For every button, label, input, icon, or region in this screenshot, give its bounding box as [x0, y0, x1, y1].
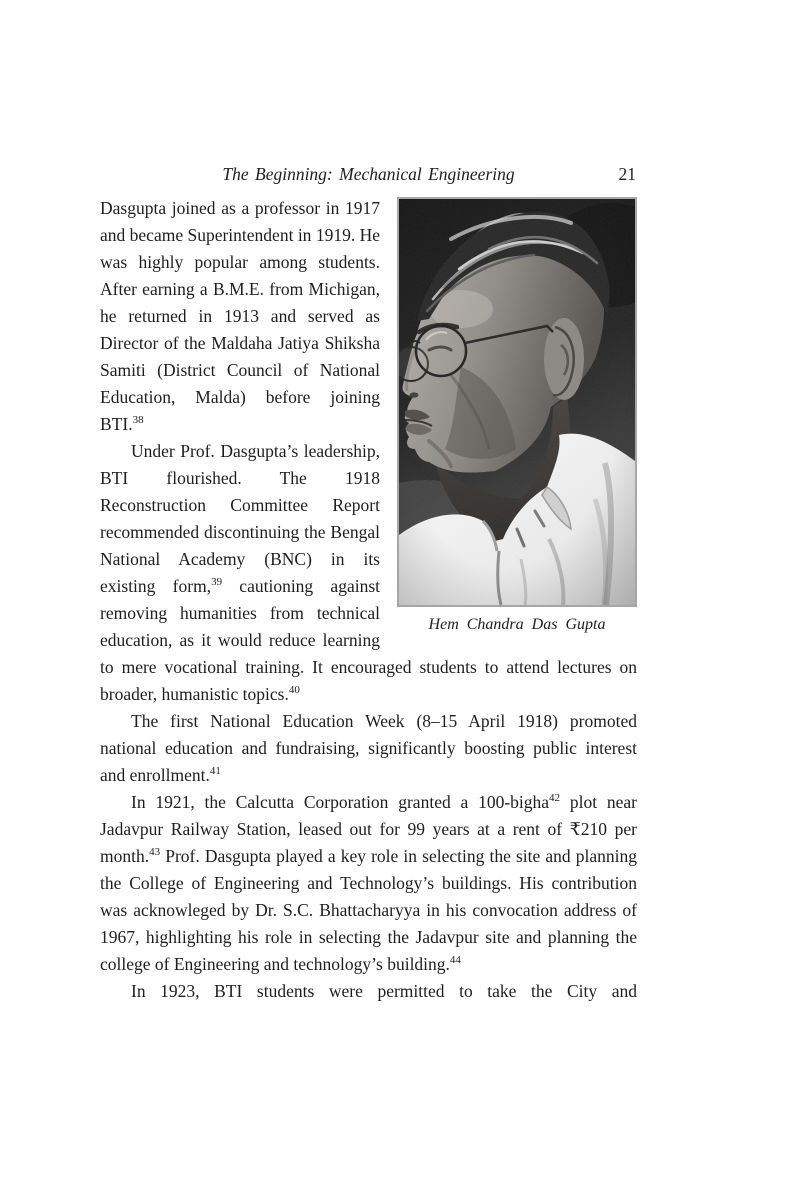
text-block [100, 162, 637, 1005]
running-header [100, 162, 637, 186]
portrait-figure [397, 197, 637, 636]
paragraph: Under Prof. Dasgupta’s leadership, BTI flourished. The 1918 Reconstruction Committee Report recommended discontinuing the Bengal National Academy (BNC) in its existing form,$^{39}$ cautioning against removing humanities from technical education, as it would reduce learning to mere vocational training. It encouraged students to attend lectures on broader, humanistic topics.$^{40}$ [100, 441, 637, 704]
portrait-photo [397, 197, 637, 607]
footnote-ref: 38 [132, 414, 144, 426]
paragraph: In 1921, the Calcutta Corporation granted a 100-bigha$^{42}$ plot near Jadavpur Railway Station, leased out for 99 years at a rent of ₹210 per month.$^{43}$ Prof. Dasgupta played a key role in selecting the site and planning the College of Engineering and Technology’s buildings. His contribution was acknowleged by Dr. S.C. Bhattacharyya in his convocation address of 1967, highlighting his role in selecting the Jadavpur site and planning the college of Engineering and technology’s building.$^{44}$ [100, 792, 637, 974]
page-number: 21 [618, 164, 636, 184]
paragraph: Dasgupta joined as a professor in 1917 and became Superintendent in 1919. He was highly popular among students. After earning a B.M.E. from Michigan, he returned in 1913 and served as Director of the Maldaha Jatiya Shiksha Samiti (District Council of National Education, Malda) before joining BTI.$^{38}$ [100, 198, 380, 434]
footnote-ref: 40 [288, 684, 300, 696]
footnote-ref: 39 [211, 576, 223, 588]
figure-caption: Hem Chandra Das Gupta [428, 616, 606, 633]
footnote-ref: 44 [449, 954, 461, 966]
page-body [100, 195, 637, 1005]
paragraph: In 1923, BTI students were permitted to take the City and [131, 981, 637, 1001]
footnote-ref: 41 [209, 765, 221, 777]
paragraph: The first National Education Week (8–15 April 1918) promoted national education and fundraising, significantly boosting public interest and enrollment.$^{41}$ [100, 711, 637, 785]
chapter-title: The Beginning: Mechanical Engineering [222, 164, 515, 184]
footnote-ref: 43 [149, 846, 161, 858]
portrait-photo-art [399, 199, 635, 605]
footnote-ref: 42 [549, 792, 561, 804]
